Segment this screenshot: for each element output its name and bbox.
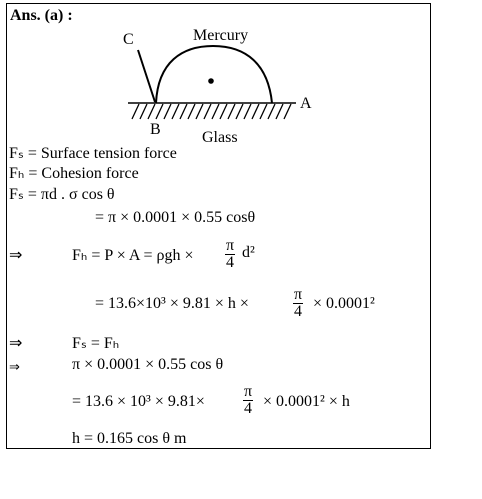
fraction-numerator: π bbox=[226, 237, 235, 254]
glass-hatching bbox=[132, 104, 291, 119]
fraction-numerator: π bbox=[294, 286, 303, 303]
mercury-drop-outline bbox=[156, 46, 272, 103]
fraction-denominator: 4 bbox=[244, 400, 253, 417]
mercury-centre-dot bbox=[208, 78, 214, 84]
surface-tension-definition: Fₛ = Surface tension force bbox=[9, 145, 177, 162]
pi-over-4-fraction-1 bbox=[225, 238, 235, 271]
cohesion-value-left: = 13.6×10³ × 9.81 × h × bbox=[95, 295, 249, 312]
equation-right-side-left: = 13.6 × 10³ × 9.81× bbox=[72, 393, 205, 410]
implies-arrow-3: ⇒ bbox=[9, 359, 20, 374]
label-mercury: Mercury bbox=[193, 27, 249, 44]
implies-arrow-2: ⇒ bbox=[9, 335, 23, 352]
implies-arrow-1: ⇒ bbox=[9, 247, 23, 264]
answer-heading: Ans. (a) : bbox=[10, 7, 73, 24]
force-equality: Fₛ = Fₕ bbox=[72, 335, 120, 352]
fraction-denominator: 4 bbox=[226, 254, 235, 271]
label-c: C bbox=[123, 31, 134, 48]
surface-tension-formula: Fₛ = πd . σ cos θ bbox=[9, 186, 115, 203]
final-answer: h = 0.165 cos θ m bbox=[72, 430, 187, 447]
label-b: B bbox=[150, 121, 161, 138]
contact-tangent-line bbox=[138, 50, 155, 102]
mercury-drop-diagram bbox=[110, 22, 320, 148]
cohesion-formula-right: d² bbox=[242, 244, 255, 261]
surface-tension-value: = π × 0.0001 × 0.55 cosθ bbox=[95, 209, 256, 226]
fraction-numerator: π bbox=[244, 383, 253, 400]
pi-over-4-fraction-3 bbox=[243, 384, 253, 417]
cohesion-formula-left: Fₕ = P × A = ρgh × bbox=[72, 247, 194, 264]
equation-right-side-right: × 0.0001² × h bbox=[263, 393, 350, 410]
pi-over-4-fraction-2 bbox=[293, 287, 303, 320]
cohesion-definition: Fₕ = Cohesion force bbox=[9, 165, 139, 182]
equation-left-side: π × 0.0001 × 0.55 cos θ bbox=[72, 356, 224, 373]
fraction-denominator: 4 bbox=[294, 303, 303, 320]
label-glass: Glass bbox=[202, 129, 238, 146]
label-a: A bbox=[300, 95, 312, 112]
cohesion-value-right: × 0.0001² bbox=[313, 295, 375, 312]
